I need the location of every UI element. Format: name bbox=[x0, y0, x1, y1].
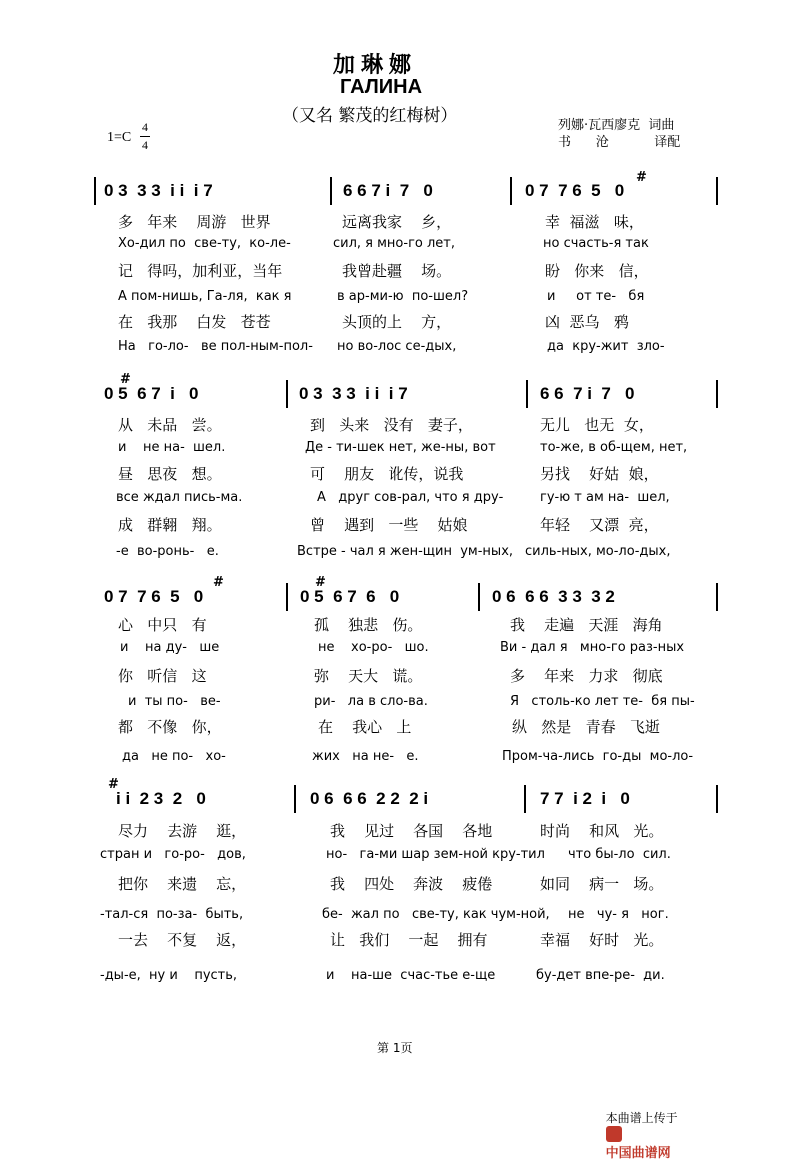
sharp-sign: # bbox=[636, 170, 647, 185]
lyric-line: и на-ше счас-тье е-ще bbox=[326, 968, 496, 983]
credit-lyrics-music: 列娜·瓦西廖克 词曲 bbox=[558, 118, 675, 133]
lyric-line: бе- жал по све-ту, как чум-ной, bbox=[322, 907, 550, 922]
lyric-line: 年轻 又漂 亮， bbox=[540, 516, 659, 534]
site-logo-icon bbox=[606, 1126, 622, 1142]
lyric-line: и от те- бя bbox=[547, 289, 645, 304]
lyric-line: 在 我心 上 bbox=[318, 718, 412, 736]
sharp-sign: # bbox=[108, 777, 119, 792]
lyric-line: 盼 你来 信， bbox=[545, 262, 649, 280]
sharp-sign: # bbox=[213, 575, 224, 590]
lyric-line: но счасть-я так bbox=[543, 236, 649, 251]
lyric-line: в ар-ми-ю по-шел? bbox=[337, 289, 469, 304]
barline bbox=[716, 177, 718, 205]
time-signature-divider bbox=[140, 136, 150, 137]
lyric-line: 我 见过 各国 各地 bbox=[330, 822, 493, 840]
lyric-line: Пром-ча-лись го-ды мо-ло- bbox=[502, 749, 694, 764]
lyric-line: стран и го-ро- дов, bbox=[100, 847, 246, 862]
lyric-line: все ждал пись-ма. bbox=[116, 490, 243, 505]
measure-2-1: 0 5 6 7 i 0 bbox=[104, 384, 199, 403]
lyric-line: 记 得吗，加利亚，当年 bbox=[118, 262, 283, 280]
lyric-line: 孤 独悲 伤。 bbox=[314, 616, 423, 634]
lyric-line: не хо-ро- шо. bbox=[318, 640, 429, 655]
lyric-line: 昼 思夜 想。 bbox=[118, 465, 222, 483]
measure-4-1: i i 2 3 2 0 bbox=[116, 789, 206, 808]
lyric-line: 如同 病一 场。 bbox=[540, 875, 664, 893]
subtitle: （又名 繁茂的红梅树） bbox=[282, 106, 458, 126]
lyric-line: -ды-е, ну и пусть, bbox=[100, 968, 238, 983]
lyric-line: но во-лос се-дых, bbox=[337, 339, 457, 354]
barline bbox=[716, 380, 718, 408]
lyric-line: 曾 遇到 一些 姑娘 bbox=[310, 516, 468, 534]
barline bbox=[286, 583, 288, 611]
barline bbox=[94, 177, 96, 205]
lyric-line: да кру-жит зло- bbox=[547, 339, 665, 354]
lyric-line: и на ду- ше bbox=[120, 640, 220, 655]
lyric-line: сил, я мно-го лет, bbox=[333, 236, 456, 251]
lyric-line: жих на не- е. bbox=[312, 749, 419, 764]
title-chinese: 加琳娜 bbox=[333, 52, 418, 78]
lyric-line: 我 四处 奔波 疲倦 bbox=[330, 875, 493, 893]
title-russian: ГАЛИНА bbox=[340, 76, 423, 98]
barline bbox=[526, 380, 528, 408]
lyric-line: 成 群翱 翔。 bbox=[118, 516, 222, 534]
upload-note bbox=[598, 1095, 678, 1161]
lyric-line: 在 我那 白发 苍苍 bbox=[118, 313, 271, 331]
sharp-sign: # bbox=[120, 372, 131, 387]
lyric-line: и ты по- ве- bbox=[128, 694, 221, 709]
barline bbox=[294, 785, 296, 813]
lyric-line: что бы-ло сил. bbox=[568, 847, 671, 862]
lyric-line: ри- ла в сло-ва. bbox=[314, 694, 428, 709]
lyric-line: Встре - чал я жен-щин ум-ных, bbox=[297, 544, 514, 559]
page-number: 第 1页 bbox=[377, 1041, 413, 1055]
barline bbox=[510, 177, 512, 205]
lyric-line: Я столь-ко лет те- бя пы- bbox=[510, 694, 695, 709]
lyric-line: На го-ло- ве пол-ным-пол- bbox=[118, 339, 313, 354]
lyric-line: -тал-ся по-за- быть, bbox=[100, 907, 244, 922]
measure-1-3: 0 7 7 6 5 0 bbox=[525, 181, 625, 200]
measure-2-3: 6 6 7 i 7 0 bbox=[540, 384, 635, 403]
lyric-line: 远离我家 乡， bbox=[342, 213, 452, 231]
lyric-line: 多 年来 周游 世界 bbox=[118, 213, 271, 231]
lyric-line: 另找 好姑 娘， bbox=[540, 465, 659, 483]
time-signature-bottom: 4 bbox=[142, 138, 148, 152]
lyric-line: Хо-дил по све-ту, ко-ле- bbox=[118, 236, 291, 251]
barline bbox=[478, 583, 480, 611]
lyric-line: и не на- шел. bbox=[118, 440, 226, 455]
lyric-line: 头顶的上 方， bbox=[342, 313, 452, 331]
lyric-line: 幸福 好时 光。 bbox=[540, 931, 664, 949]
lyric-line: 幸 福滋 味， bbox=[545, 213, 644, 231]
measure-4-3: 7 7 i 2 i 0 bbox=[540, 789, 630, 808]
lyric-line: 到 头来 没有 妻子， bbox=[310, 416, 473, 434]
lyric-line: А друг сов-рал, что я дру- bbox=[317, 490, 504, 505]
barline bbox=[524, 785, 526, 813]
lyric-line: 我曾赴疆 场。 bbox=[342, 262, 452, 280]
time-signature-top: 4 bbox=[142, 120, 148, 134]
lyric-line: 把你 来遗 忘， bbox=[118, 875, 247, 893]
lyric-line: 弥 天大 谎。 bbox=[314, 667, 423, 685]
lyric-line: бу-дет впе-ре- ди. bbox=[536, 968, 665, 983]
measure-4-2: 0 6 6 6 2 2 2 i bbox=[310, 789, 429, 808]
lyric-line: 一去 不复 返， bbox=[118, 931, 247, 949]
lyric-line: 从 未品 尝。 bbox=[118, 416, 222, 434]
measure-2-2: 0 3 3 3 i i i 7 bbox=[299, 384, 408, 403]
lyric-line: 无儿 也无 女， bbox=[540, 416, 654, 434]
lyric-line: 纵 然是 青春 飞逝 bbox=[512, 718, 660, 736]
lyric-line: 心 中只 有 bbox=[118, 616, 207, 634]
lyric-line: Де - ти-шек нет, же-ны, вот bbox=[305, 440, 496, 455]
lyric-line: -е во-ронь- е. bbox=[116, 544, 219, 559]
barline bbox=[716, 785, 718, 813]
barline bbox=[286, 380, 288, 408]
lyric-line: 让 我们 一起 拥有 bbox=[330, 931, 488, 949]
lyric-line: 尽力 去游 逛， bbox=[118, 822, 247, 840]
lyric-line: А пом-нишь, Га-ля, как я bbox=[118, 289, 292, 304]
lyric-line: 时尚 和风 光。 bbox=[540, 822, 664, 840]
measure-1-1: 0 3 3 3 i i i 7 bbox=[104, 181, 213, 200]
lyric-line: 你 听信 这 bbox=[118, 667, 207, 685]
lyric-line: 可 朋友 讹传，说我 bbox=[310, 465, 464, 483]
lyric-line: гу-ю т ам на- шел, bbox=[540, 490, 670, 505]
lyric-line: Ви - дал я мно-го раз-ных bbox=[500, 640, 685, 655]
lyric-line: силь-ных, мо-ло-дых, bbox=[525, 544, 671, 559]
lyric-line: 我 走遍 天涯 海角 bbox=[510, 616, 663, 634]
lyric-line: но- га-ми шар зем-ной кру-тил bbox=[326, 847, 545, 862]
measure-3-2: 0 5 6 7 6 0 bbox=[300, 587, 400, 606]
lyric-line: да не по- хо- bbox=[122, 749, 226, 764]
measure-3-3: 0 6 6 6 3 3 3 2 bbox=[492, 587, 615, 606]
lyric-line: 都 不像 你， bbox=[118, 718, 222, 736]
barline bbox=[716, 583, 718, 611]
upload-text: 本曲谱上传于 bbox=[605, 1111, 678, 1125]
sharp-sign: # bbox=[315, 575, 326, 590]
lyric-line: 多 年来 力求 彻底 bbox=[510, 667, 663, 685]
barline bbox=[330, 177, 332, 205]
credit-translation: 书 沧 译配 bbox=[558, 135, 681, 150]
measure-3-1: 0 7 7 6 5 0 bbox=[104, 587, 204, 606]
lyric-line: не чу- я ног. bbox=[568, 907, 669, 922]
lyric-line: 凶 恶乌 鸦 bbox=[545, 313, 629, 331]
measure-1-2: 6 6 7 i 7 0 bbox=[343, 181, 433, 200]
key-signature: 1=C bbox=[107, 130, 132, 145]
lyric-line: то-же, в об-щем, нет, bbox=[540, 440, 688, 455]
site-name: 中国曲谱网 bbox=[605, 1146, 671, 1161]
